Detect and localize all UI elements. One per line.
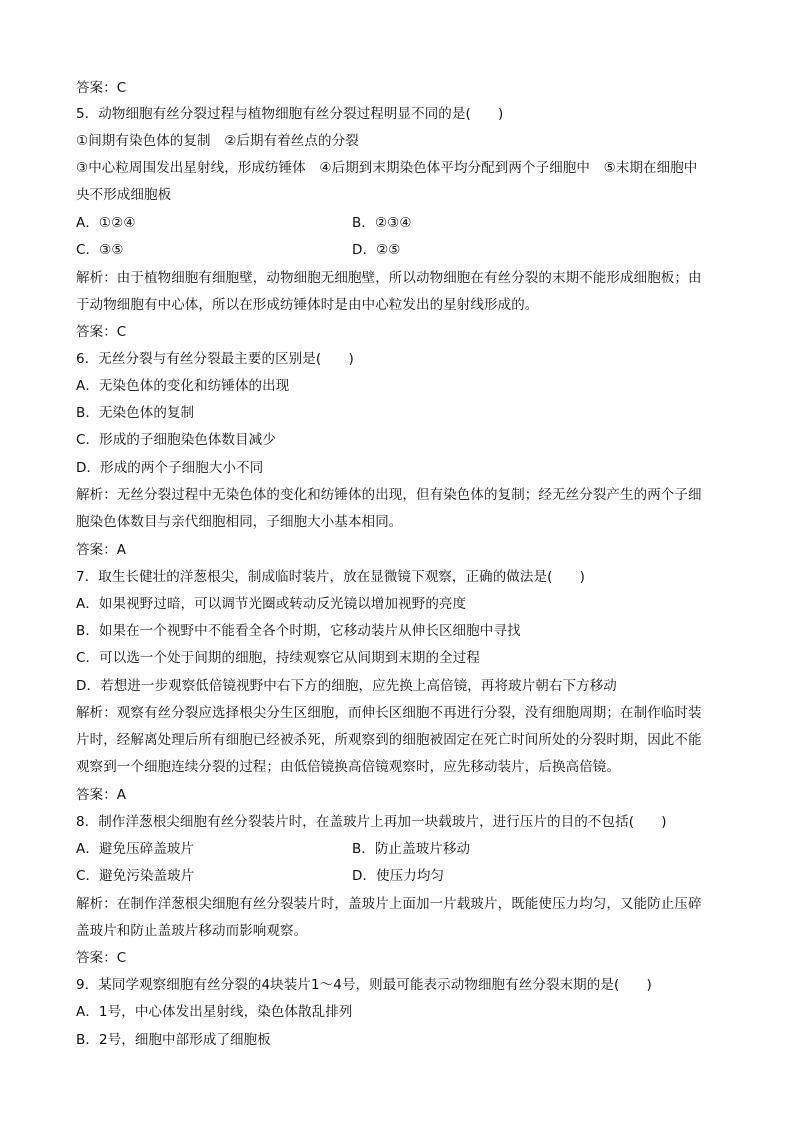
- option-a: A．无染色体的变化和纺锤体的出现: [76, 378, 290, 394]
- text-line: 答案：C: [76, 80, 127, 96]
- analysis-text: 盖玻片和防止盖玻片移动而影响观察。: [76, 923, 308, 939]
- analysis-text: 胞染色体数目与亲代细胞相同，子细胞大小基本相同。: [76, 514, 403, 530]
- option-b: B．如果在一个视野中不能看全各个时期，它移动装片从伸长区细胞中寻找: [76, 623, 521, 639]
- option-a: A．如果视野过暗，可以调节光圈或转动反光镜以增加视野的亮度: [76, 596, 467, 612]
- option-d: D．形成的两个子细胞大小不同: [76, 460, 264, 476]
- analysis-text: 于动物细胞有中心体，所以在形成纺锤体时是由中心粒发出的星射线形成的。: [76, 297, 539, 313]
- option-b: B．2号，细胞中部形成了细胞板: [76, 1032, 271, 1048]
- option-d: D．②⑤: [352, 242, 401, 258]
- analysis-text: 观察到一个细胞连续分裂的过程；由低倍镜换高倍镜观察时，应先移动装片，后换高倍镜。: [76, 759, 620, 775]
- question-stem: 9．某同学观察细胞有丝分裂的4块装片1～4号，则最可能表示动物细胞有丝分裂末期的是( ): [76, 977, 652, 993]
- question-stem: 5．动物细胞有丝分裂过程与植物细胞有丝分裂过程明显不同的是( ): [76, 106, 504, 122]
- option-d: D．使压力均匀: [352, 868, 445, 884]
- answer-line: 答案：A: [76, 787, 127, 803]
- analysis-text: 解析：在制作洋葱根尖细胞有丝分裂装片时，盖玻片上面加一片载玻片，既能使压力均匀，又能防止压碎: [76, 896, 702, 912]
- option-b: B．无染色体的复制: [76, 405, 195, 421]
- analysis-text: 片时，经解离处理后所有细胞已经被杀死，所观察到的细胞被固定在死亡时间所处的分裂时期，因此不能: [76, 732, 702, 748]
- option-c: C．可以选一个处于间期的细胞，持续观察它从间期到末期的全过程: [76, 650, 480, 666]
- analysis-text: 解析：由于植物细胞有细胞壁，动物细胞无细胞壁，所以动物细胞在有丝分裂的末期不能形成细胞板；由: [76, 270, 702, 286]
- option-a: A．①②④: [76, 215, 136, 231]
- question-stem: 6．无丝分裂与有丝分裂最主要的区别是( ): [76, 351, 354, 367]
- text-line: ①间期有染色体的复制 ②后期有着丝点的分裂: [76, 133, 359, 149]
- text-line: 央不形成细胞板: [76, 187, 172, 203]
- option-a: A．避免压碎盖玻片: [76, 841, 195, 857]
- option-c: C．避免污染盖玻片: [76, 868, 195, 884]
- option-a: A．1号，中心体发出星射线，染色体散乱排列: [76, 1004, 353, 1020]
- question-stem: 8．制作洋葱根尖细胞有丝分裂装片时，在盖玻片上再加一块载玻片，进行压片的目的不包括( ): [76, 814, 667, 830]
- analysis-text: 解析：无丝分裂过程中无染色体的变化和纺锤体的出现，但有染色体的复制；经无丝分裂产生的两个子细: [76, 487, 702, 503]
- text-line: ③中心粒周围发出星射线，形成纺锤体 ④后期到末期染色体平均分配到两个子细胞中 ⑤末期在细胞中: [76, 160, 698, 176]
- option-b: B．②③④: [352, 215, 412, 231]
- analysis-text: 解析：观察有丝分裂应选择根尖分生区细胞，而伸长区细胞不再进行分裂，没有细胞周期；在制作临时装: [76, 705, 702, 721]
- answer-line: 答案：C: [76, 324, 127, 340]
- answer-line: 答案：A: [76, 542, 127, 558]
- question-stem: 7．取生长健壮的洋葱根尖，制成临时装片，放在显微镜下观察，正确的做法是( ): [76, 569, 586, 585]
- option-c: C．③⑤: [76, 242, 124, 258]
- option-d: D．若想进一步观察低倍镜视野中右下方的细胞，应先换上高倍镜，再将玻片朝右下方移动: [76, 678, 617, 694]
- option-b: B．防止盖玻片移动: [352, 841, 471, 857]
- option-c: C．形成的子细胞染色体数目减少: [76, 432, 276, 448]
- answer-line: 答案：C: [76, 950, 127, 966]
